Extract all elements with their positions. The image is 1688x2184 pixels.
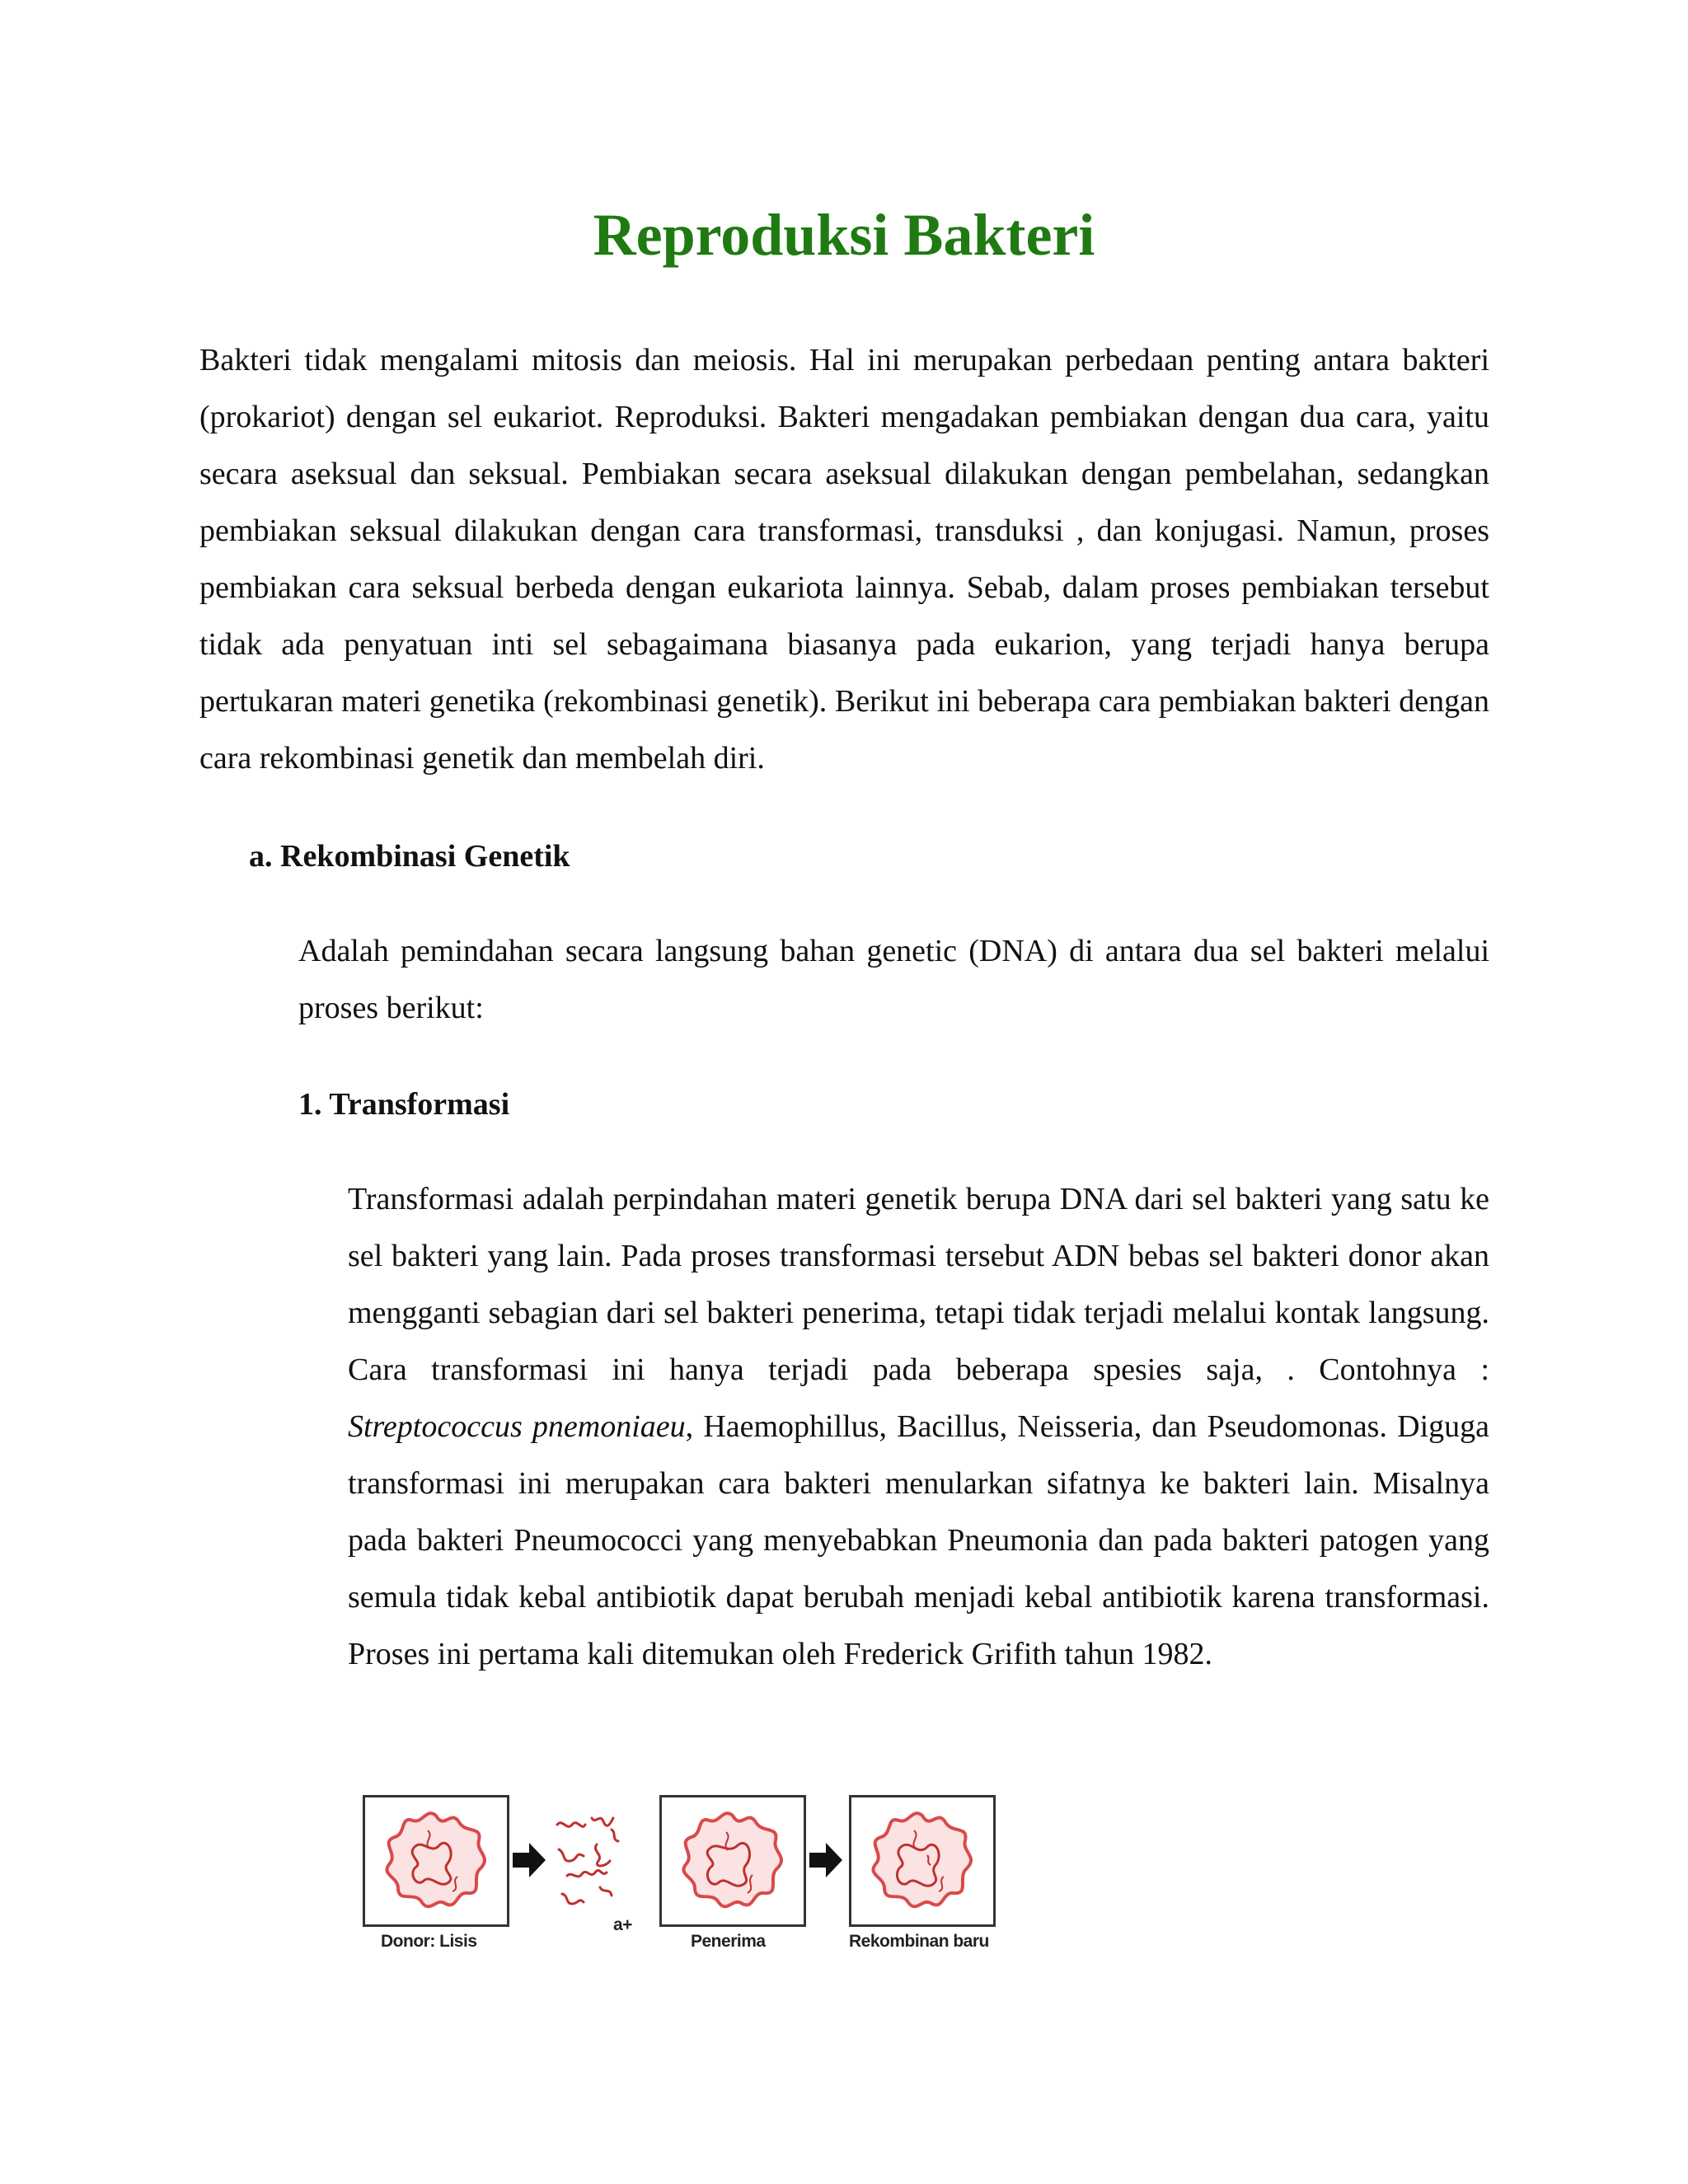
arrow-right-icon: [809, 1841, 842, 1879]
donor-label: Donor: Lisis: [381, 1932, 477, 1951]
donor-cell-icon: [365, 1797, 507, 1924]
recipient-panel: [659, 1795, 806, 1927]
recipient-cell-icon: [662, 1797, 804, 1924]
paragraph-text-end: , Haemophillus, Bacillus, Neisseria, dan Pseudomonas. Diguga transformasi ini merupakan cara bakteri menularkan sifatnya ke bakteri lain. Misalnya pada bakteri Pneumococci yang menyebabkan Pneumonia dan pada bakteri patogen yang semula tidak kebal antibiotik dapat berubah menjadi kebal antibiotik karena transformasi. Proses ini pertama kali ditemukan oleh Frederick Grifith tahun 1982.: [348, 1409, 1489, 1671]
fragment-label: a+: [613, 1915, 632, 1934]
section-a-heading: a. Rekombinasi Genetik: [249, 839, 570, 874]
transformation-diagram: [359, 1787, 1002, 1960]
section-a-paragraph: Adalah pemindahan secara langsung bahan genetic (DNA) di antara dua sel bakteri melalui proses berikut:: [298, 934, 1489, 1025]
section-1-heading: 1. Transformasi: [298, 1087, 510, 1122]
section-1-paragraph: [348, 1171, 1489, 1683]
donor-panel: [363, 1795, 509, 1927]
recipient-label: Penerima: [691, 1932, 766, 1951]
recombinant-cell-icon: [851, 1797, 993, 1924]
intro-paragraph: Bakteri tidak mengalami mitosis dan meiosis. Hal ini merupakan perbedaan penting antara bakteri (prokariot) dengan sel eukariot. Reproduksi. Bakteri mengadakan pembiakan dengan dua cara, yaitu secara aseksual dan seksual. Pembiakan secara aseksual dilakukan dengan pembelahan, sedangkan pembiakan seksual dilakukan dengan cara transformasi, transduksi , dan konjugasi. Namun, proses pembiakan cara seksual berbeda dengan eukariota lainnya. Sebab, dalam proses pembiakan tersebut tidak ada penyatuan inti sel sebagaimana biasanya pada eukarion, yang terjadi hanya berupa pertukaran materi genetika (rekombinasi genetik). Berikut ini beberapa cara pembiakan bakteri dengan cara rekombinasi genetik dan membelah diri.: [199, 343, 1489, 776]
dna-fragments-icon: [551, 1808, 633, 1924]
species-name-italic: Streptococcus pnemoniaeu: [348, 1409, 686, 1444]
arrow-right-icon: [513, 1841, 546, 1879]
recombinant-label: Rekombinan baru: [849, 1932, 989, 1951]
paragraph-text-start: Transformasi adalah perpindahan materi genetik berupa DNA dari sel bakteri yang satu ke sel bakteri yang lain. Pada proses transformasi tersebut ADN bebas sel bakteri donor akan mengganti sebagian dari sel bakteri penerima, tetapi tidak terjadi melalui kontak langsung. Cara transformasi ini hanya terjadi pada beberapa spesies saja, . Contohnya :: [348, 1182, 1489, 1387]
page-title: Reproduksi Bakteri: [593, 202, 1095, 268]
recombinant-panel: [849, 1795, 996, 1927]
